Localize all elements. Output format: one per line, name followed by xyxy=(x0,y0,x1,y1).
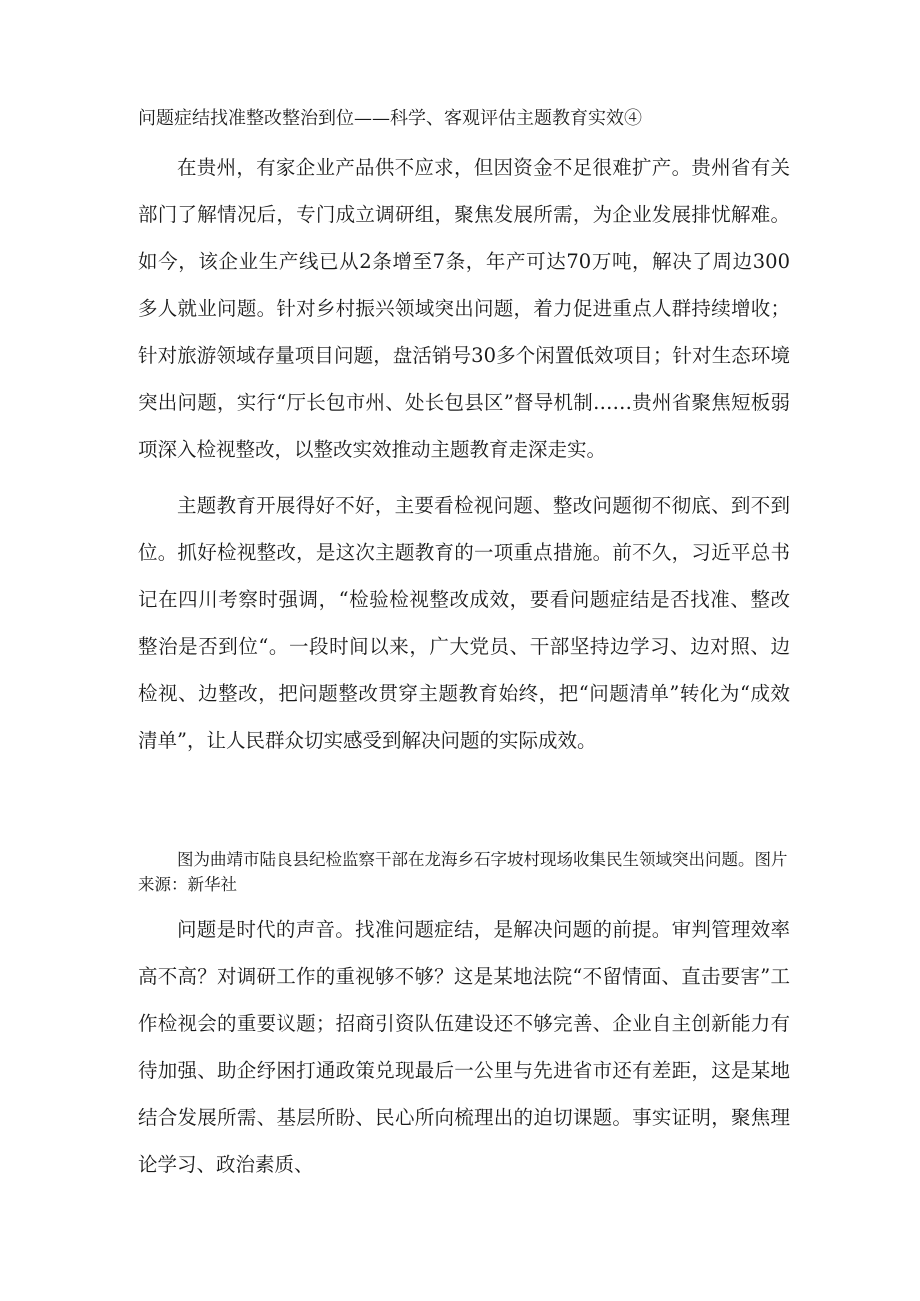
article-title: 问题症结找准整改整治到位——科学、客观评估主题教育实效④ xyxy=(138,108,642,129)
image-caption: 图为曲靖市陆良县纪检监察干部在龙海乡石字坡村现场收集民生领域突出问题。图片来源：新华社 xyxy=(138,850,788,894)
paragraph-theme-education: 主题教育开展得好不好，主要看检视问题、整改问题彻不彻底、到不到位。抓好检视整改，是这次主题教育的一项重点措施。前不久，习近平总书记在四川考察时强调，“检验检视整改成效，要看问题症结是否找准、整改整治是否到位“。一段时间以来，广大党员、干部坚持边学习、边对照、边检视、边整改，把问题整改贯穿主题教育始终，把“问题清单”转化为“成效清单”，让人民群众切实感受到解决问题的实际成效。 xyxy=(138,494,790,752)
paragraph-guizhou: 在贵州，有家企业产品供不应求，但因资金不足很难扩产。贵州省有关部门了解情况后，专门成立调研组，聚焦发展所需，为企业发展排忧解难。如今，该企业生产线已从2条增至7条，年产可达70万吨，解决了周边300多人就业问题。针对乡村振兴领域突出问题，着力促进重点人群持续增收；针对旅游领域存量项目问题，盘活销号30多个闲置低效项目；针对生态环境突出问题，实行“厅长包市州、处长包县区”督导机制……贵州省聚焦短板弱项深入检视整改，以整改实效推动主题教育走深走实。 xyxy=(138,156,790,461)
paragraph-problems: 问题是时代的声音。找准问题症结，是解决问题的前提。审判管理效率高不高？对调研工作的重视够不够？这是某地法院“不留情面、直击要害”工作检视会的重要议题；招商引资队伍建设还不够完善、企业自主创新能力有待加强、助企纾困打通政策兑现最后一公里与先进省市还有差距，这是某地结合发展所需、基层所盼、民心所向梳理出的迫切课题。事实证明，聚焦理论学习、政治素质、 xyxy=(138,918,790,1176)
